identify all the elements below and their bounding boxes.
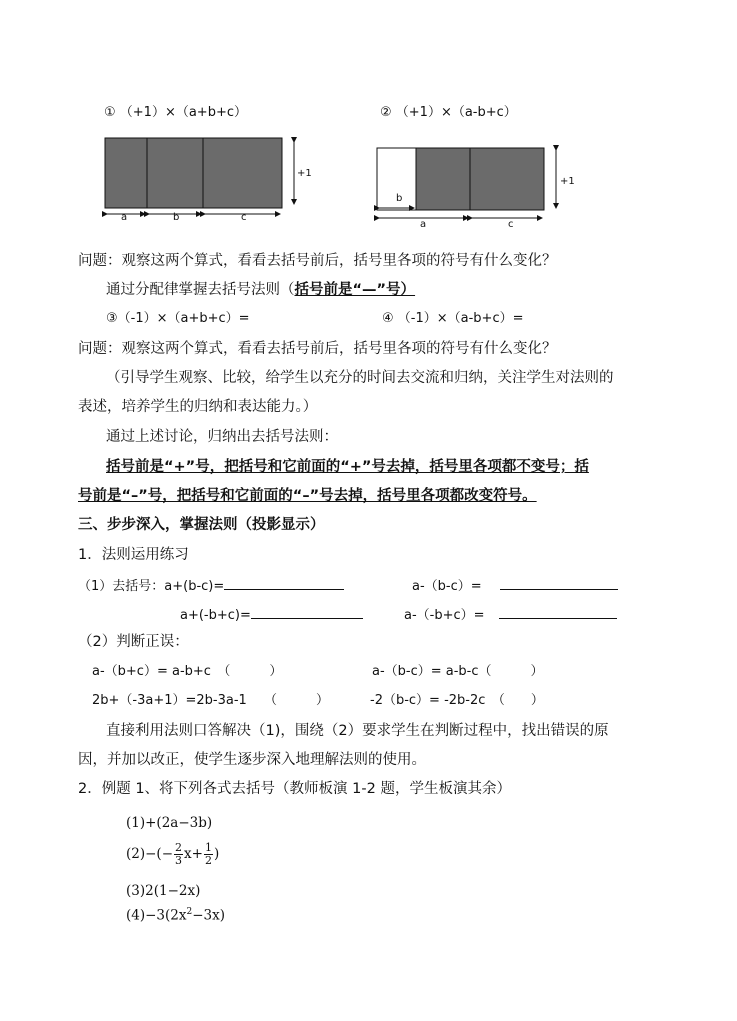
fraction-denominator: 3 bbox=[175, 854, 183, 867]
fraction-denominator: 2 bbox=[204, 854, 212, 867]
judge-1b: a-（b-c）= a-b-c（ ） bbox=[372, 664, 544, 679]
area-rect bbox=[105, 138, 282, 208]
example-2-mid: x+ bbox=[184, 846, 203, 862]
example-2-post: ) bbox=[213, 846, 220, 862]
diagram2-label-a: a bbox=[420, 219, 427, 230]
shaded-rect bbox=[416, 148, 544, 210]
diagram1-rect bbox=[98, 130, 330, 228]
answer-blank[interactable] bbox=[500, 575, 618, 590]
judge-1a: a-（b+c）= a-b+c （ ） bbox=[92, 664, 283, 679]
diagram2-label-b: b bbox=[396, 193, 403, 204]
exercise-2-heading: （2）判断正误： bbox=[78, 634, 189, 650]
fraction-numerator: 1 bbox=[204, 841, 212, 854]
judge-2a: 2b+（-3a+1）=2b-3a-1 （ ） bbox=[92, 693, 329, 708]
diagram1-label-b: b bbox=[173, 212, 180, 223]
example-2 bbox=[126, 842, 219, 867]
rule-line-2: 号前是“–”号，把括号和它前面的“–”号去掉，括号里各项都改变符号。 bbox=[78, 488, 537, 504]
rule-intro-text: 通过分配律掌握去括号法则（ bbox=[106, 282, 295, 298]
rule-intro bbox=[106, 280, 415, 300]
answer-blank[interactable] bbox=[499, 604, 617, 619]
example-4-post: −3x) bbox=[192, 907, 226, 924]
exercise-1d-text: a-（-b+c）= bbox=[404, 608, 485, 623]
diagram1-label-a: a bbox=[121, 212, 128, 223]
diagram1-title: ① （+1）×（a+b+c） bbox=[104, 105, 247, 120]
judge-2b: -2（b-c）= -2b-2c （ ） bbox=[370, 693, 544, 708]
exercise-1b bbox=[412, 575, 618, 596]
answer-blank[interactable] bbox=[251, 604, 363, 619]
rule-intro-emphasis: 括号前是“—”号） bbox=[294, 282, 416, 298]
fraction-2-3 bbox=[174, 842, 183, 867]
exercise-1a-text: （1）去括号：a+(b-c)= bbox=[78, 579, 225, 594]
example-3: (3)2(1−2x) bbox=[126, 883, 201, 899]
example-1: (1)+(2a−3b) bbox=[126, 815, 213, 831]
summary-intro: 通过上述讨论，归纳出去括号法则： bbox=[106, 429, 338, 445]
answer-blank[interactable] bbox=[224, 575, 344, 590]
subheading-practice: 1．法则运用练习 bbox=[78, 547, 189, 563]
section-heading-3: 三、步步深入，掌握法则（投影显示） bbox=[78, 517, 325, 533]
exercise-1d bbox=[404, 604, 617, 625]
example-4 bbox=[126, 907, 225, 924]
diagram2-label-c: c bbox=[508, 219, 514, 230]
expression-4: ④ （-1）×（a-b+c）= bbox=[382, 311, 524, 326]
rule-line-1: 括号前是“+”号，把括号和它前面的“+”号去掉，括号里各项都不变号；括 bbox=[106, 459, 589, 475]
guidance-line-1: （引导学生观察、比较，给学生以充分的时间去交流和归纳，关注学生对法则的 bbox=[106, 370, 614, 386]
fraction-1-2 bbox=[204, 842, 213, 867]
exercise-1c-text: a+(-b+c)= bbox=[180, 608, 251, 623]
discussion-line-2: 因，并加以改正，使学生逐步深入地理解法则的使用。 bbox=[78, 752, 426, 768]
diagram2-side-label: +1 bbox=[560, 176, 575, 187]
exercise-1a bbox=[78, 575, 344, 596]
guidance-line-2: 表述，培养学生的归纳和表达能力。） bbox=[78, 399, 318, 415]
example-2-pre: (2)−(− bbox=[126, 846, 174, 862]
diagram1-side-label: +1 bbox=[297, 168, 312, 179]
example-4-pre: (4)−3(2x bbox=[126, 907, 187, 924]
exponent: 2 bbox=[186, 907, 193, 917]
expression-3: ③（-1）×（a+b+c）= bbox=[106, 311, 250, 326]
subheading-example: 2．例题 1、将下列各式去括号（教师板演 1-2 题，学生板演其余） bbox=[78, 781, 511, 797]
diagram2-rect bbox=[372, 142, 592, 230]
diagram2-title: ② （+1）×（a-b+c） bbox=[380, 105, 517, 120]
diagram1-label-c: c bbox=[241, 212, 247, 223]
exercise-1c bbox=[180, 604, 363, 625]
question-2: 问题：观察这两个算式，看看去括号前后，括号里各项的符号有什么变化？ bbox=[78, 341, 557, 357]
fraction-numerator: 2 bbox=[175, 841, 183, 854]
exercise-1b-text: a-（b-c）= bbox=[412, 579, 482, 594]
question-1: 问题：观察这两个算式，看看去括号前后，括号里各项的符号有什么变化？ bbox=[78, 253, 557, 269]
discussion-line-1: 直接利用法则口答解决（1)，围绕（2）要求学生在判断过程中，找出错误的原 bbox=[106, 723, 609, 739]
